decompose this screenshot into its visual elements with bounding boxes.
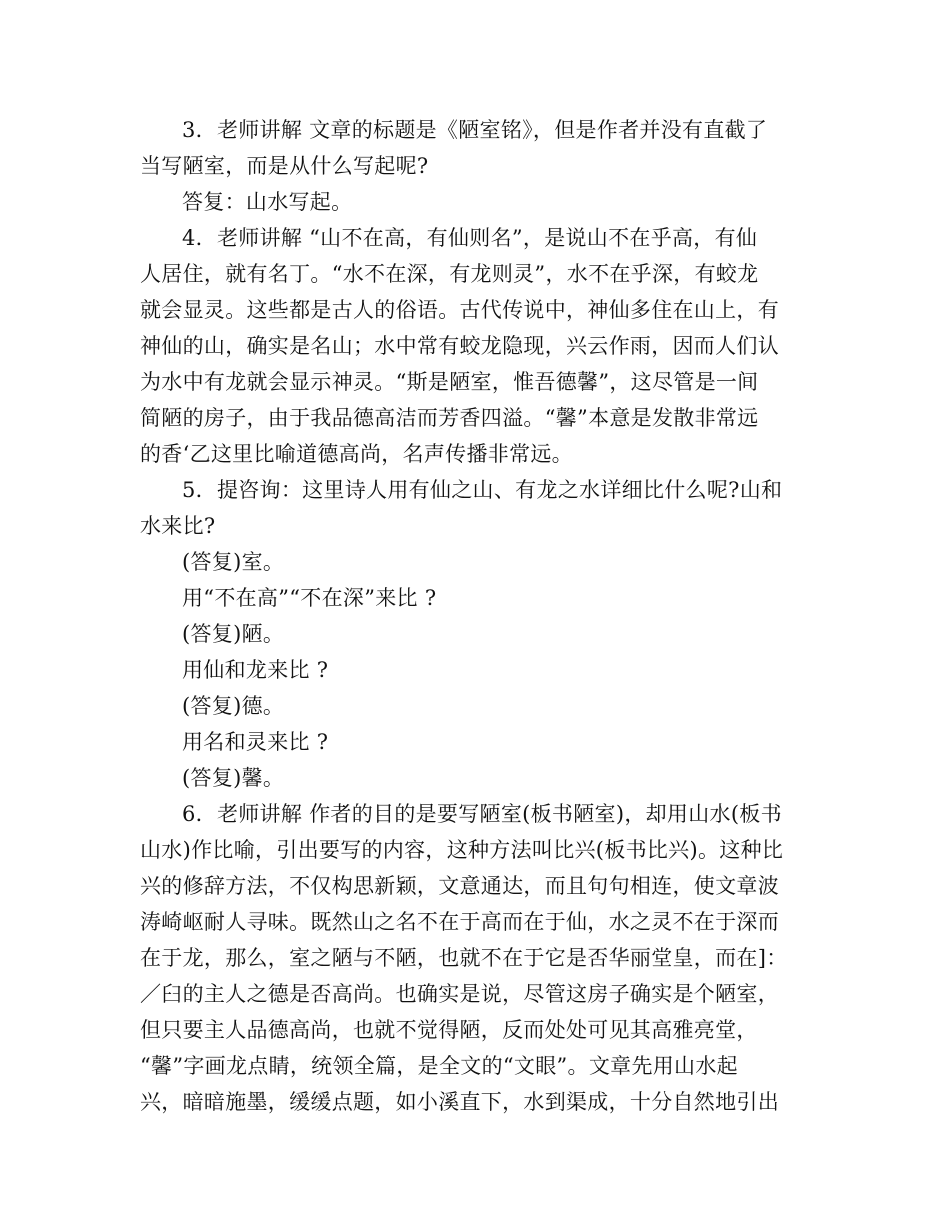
document-page: [140, 112, 812, 1120]
text-line: (答复)馨。: [182, 766, 285, 790]
text-line: (答复)室。: [182, 550, 285, 574]
text-line: “馨”字画龙点睛，统领全篇，是全文的“文眼”。文章先用山水起: [140, 1054, 738, 1078]
text-line: 的香‘乙这里比喻道德高尚，名声传播非常远。: [140, 442, 573, 466]
text-line: 答复：山水写起。: [182, 190, 353, 214]
text-line: 兴，暗暗施墨，缓缓点题，如小溪直下，水到渠成，十分自然地引出: [140, 1090, 779, 1114]
text-line: 用仙和龙来比 ?: [182, 658, 329, 682]
text-line: 兴的修辞方法，不仅构思新颖，文意通达，而且句句相连，使文章波: [140, 874, 779, 898]
text-line: 3．老师讲解 文章的标题是《陋室铭》，但是作者并没有直截了: [182, 118, 768, 142]
text-line: 就会显灵。这些都是古人的俗语。古代传说中，神仙多住在山上，有: [140, 298, 779, 322]
text-line: 涛崎岖耐人寻味。既然山之名不在于高而在于仙，水之灵不在于深而: [140, 910, 779, 934]
text-line: 在于龙，那么，室之陋与不陋，也就不在于它是否华丽堂皇，而在]：: [140, 946, 788, 970]
text-line: 6．老师讲解 作者的目的是要写陋室(板书陋室)，却用山水(板书: [182, 802, 782, 826]
text-line: (答复)陋。: [182, 622, 285, 646]
text-line: 山水)作比喻，引出要写的内容，这种方法叫比兴(板书比兴)。这种比: [140, 838, 784, 862]
text-line: 简陋的房子，由于我品德高洁而芳香四溢。“馨”本意是发散非常远: [140, 406, 759, 430]
text-line: 但只要主人品德高尚，也就不觉得陋，反而处处可见其高雅亮堂，: [140, 1018, 758, 1042]
text-line: 用名和灵来比 ?: [182, 730, 329, 754]
text-line: 5．提咨询：这里诗人用有仙之山、有龙之水详细比什么呢?山和: [182, 478, 783, 502]
text-line: 4．老师讲解 “山不在高，有仙则名”，是说山不在乎高，有仙: [182, 226, 758, 250]
text-line: 用“不在高”“不在深”来比 ?: [182, 586, 437, 610]
text-line: 当写陋室，而是从什么写起呢?: [140, 154, 429, 178]
text-line: (答复)德。: [182, 694, 285, 718]
text-line: 神仙的山，确实是名山；水中常有蛟龙隐现，兴云作雨，因而人们认: [140, 334, 779, 358]
text-line: 水来比?: [140, 514, 216, 538]
text-line: ／臼的主人之德是否高尚。也确实是说，尽管这房子确实是个陋室，: [140, 982, 779, 1006]
text-line: 人居住，就有名丁。“水不在深，有龙则灵”，水不在乎深，有蛟龙: [140, 262, 759, 286]
text-line: 为水中有龙就会显示神灵。“斯是陋室，惟吾德馨”，这尽管是一间: [140, 370, 759, 394]
